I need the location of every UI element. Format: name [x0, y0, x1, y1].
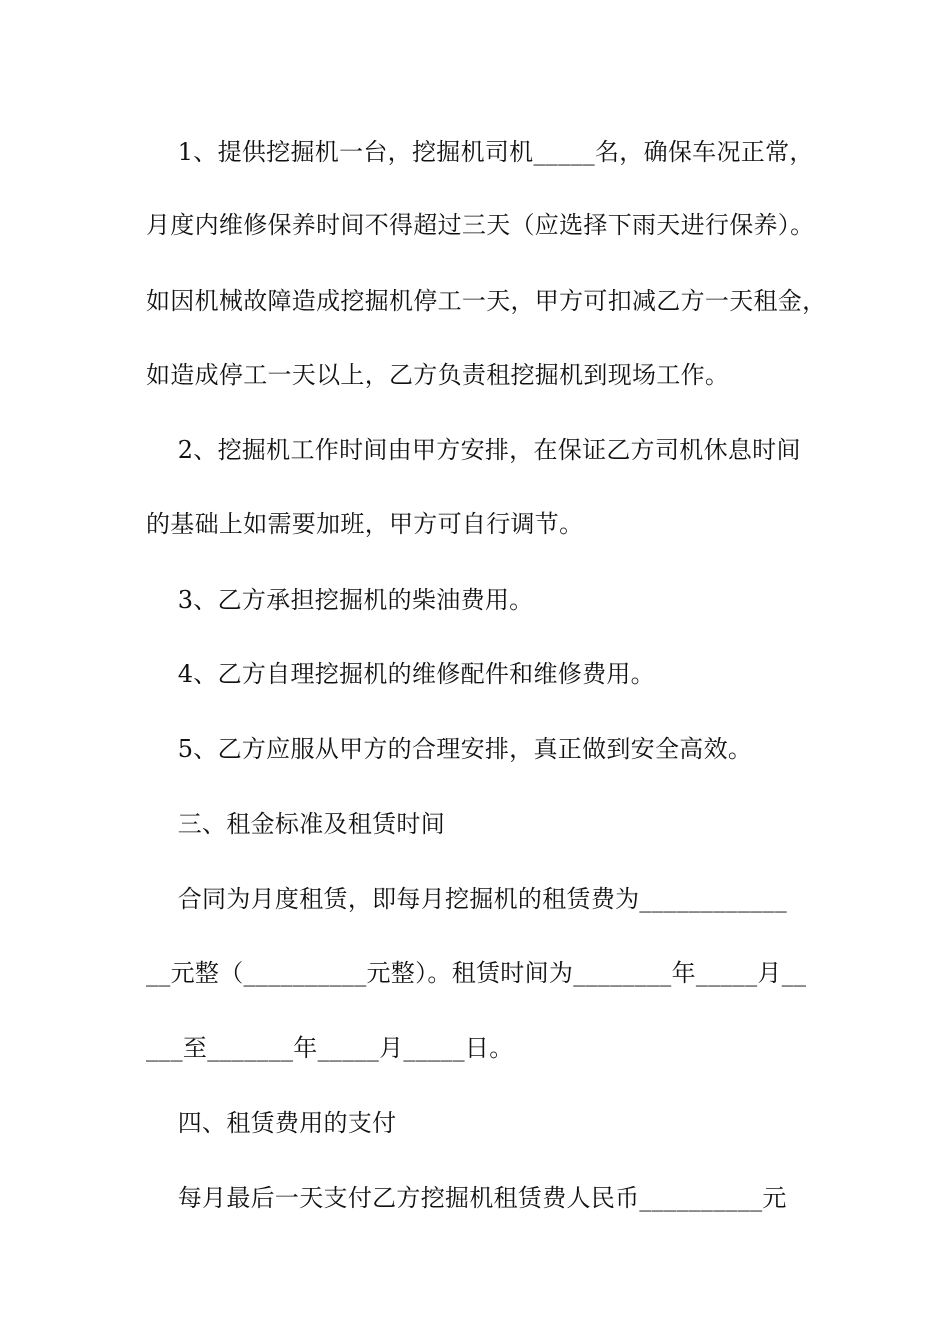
- rent-line-2: __元整（__________元整）。租赁时间为________年_____月__: [146, 959, 807, 987]
- clause-5: 5、乙方应服从甲方的合理安排，真正做到安全高效。: [146, 735, 753, 763]
- section-4-heading: 四、租赁费用的支付: [146, 1109, 397, 1137]
- clause-2-line-1: 2、挖掘机工作时间由甲方安排，在保证乙方司机休息时间: [146, 436, 801, 464]
- clause-3: 3、乙方承担挖掘机的柴油费用。: [146, 586, 534, 614]
- clause-1-line-2: 月度内维修保养时间不得超过三天（应选择下雨天进行保养）。: [146, 211, 815, 239]
- clause-1-line-3: 如因机械故障造成挖掘机停工一天，甲方可扣减乙方一天租金，: [146, 287, 827, 315]
- clause-4: 4、乙方自理挖掘机的维修配件和维修费用。: [146, 660, 655, 688]
- section-3-heading: 三、租金标准及租赁时间: [146, 810, 446, 838]
- clause-1-line-1: 1、提供挖掘机一台，挖掘机司机_____名，确保车况正常，: [146, 138, 814, 166]
- rent-line-3: ___至_______年_____月_____日。: [146, 1034, 514, 1062]
- rent-line-1: 合同为月度租赁，即每月挖掘机的租赁费为____________: [146, 885, 788, 913]
- clause-1-line-4: 如造成停工一天以上，乙方负责租挖掘机到现场工作。: [146, 361, 730, 389]
- payment-line-1: 每月最后一天支付乙方挖掘机租赁费人民币__________元: [146, 1184, 787, 1212]
- clause-2-line-2: 的基础上如需要加班，甲方可自行调节。: [146, 510, 584, 538]
